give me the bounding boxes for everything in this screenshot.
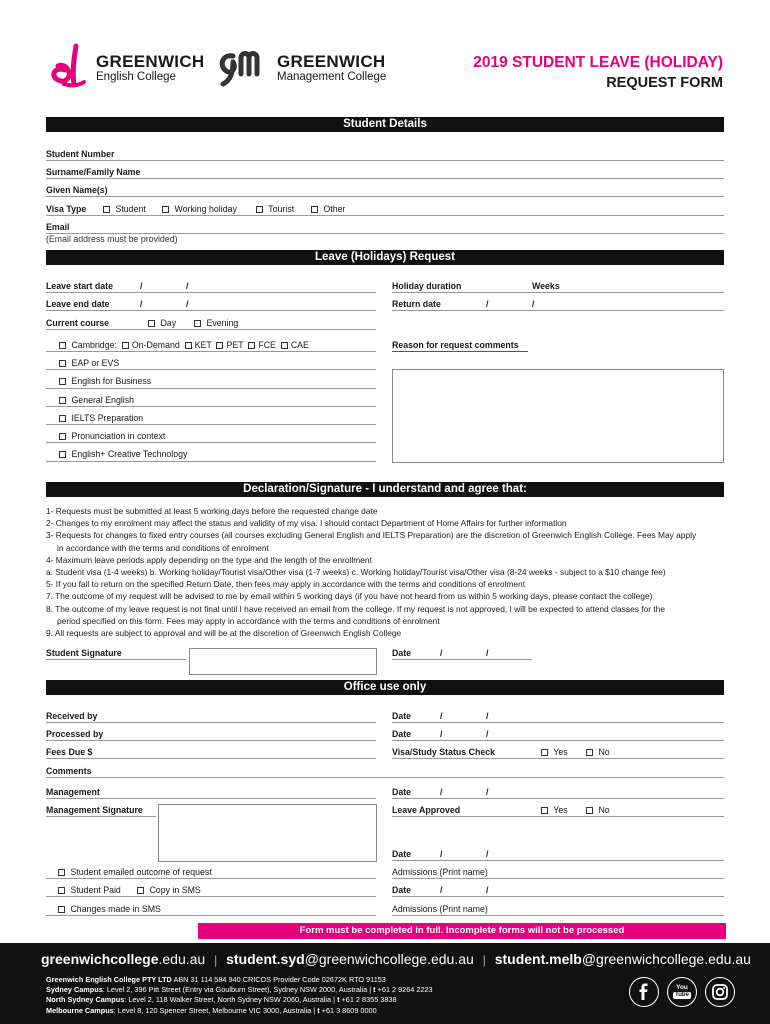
checkbox-icon [256, 206, 263, 213]
received-date-field[interactable] [392, 722, 724, 723]
declaration-item: in accordance with the terms and conditions of enrolment [57, 542, 269, 553]
student-emailed-label: Student emailed outcome of request [70, 867, 212, 877]
declaration-item: a. Student visa (1-4 weeks) b. Working holiday/Tourist visa/Other visa (1-7 weeks) c. Working holiday/Tourist visa/Other visa (8-24 weeks - subject to a $10 change fee) [46, 567, 666, 578]
visa-option-label: Student [115, 204, 146, 214]
course-pronunciation[interactable] [59, 431, 165, 441]
checkbox-icon [541, 749, 548, 756]
visa-type-label: Visa Type [46, 204, 87, 214]
pet-label: PET [226, 340, 244, 350]
checkbox-icon [137, 887, 144, 894]
date-slash: / [532, 299, 535, 309]
student-number-field[interactable] [46, 160, 724, 161]
checkbox-icon [59, 378, 66, 385]
checkbox-icon [541, 807, 548, 814]
student-details-heading: Student Details [46, 117, 724, 132]
weeks-label: Weeks [532, 281, 560, 291]
return-date-field[interactable] [392, 310, 724, 311]
visa-status-check-label: Visa/Study Status Check [392, 747, 495, 757]
date-slash: / [440, 885, 443, 895]
greenwich-management-college-logo-icon [215, 44, 273, 88]
leave-start-label: Leave start date [46, 281, 113, 291]
yes-label: Yes [553, 805, 568, 815]
current-course-line [46, 329, 376, 330]
visa-option-tourist[interactable] [256, 204, 294, 214]
office-divider [46, 915, 376, 916]
date-slash: / [486, 787, 489, 797]
form-title-line2: REQUEST FORM [606, 75, 723, 91]
course-divider [46, 388, 376, 389]
course-general[interactable] [59, 395, 134, 405]
office-date-label: Date [392, 849, 412, 859]
checkbox-icon [586, 807, 593, 814]
no-label: No [598, 747, 610, 757]
copy-sms-checkbox[interactable] [137, 885, 201, 895]
checkbox-icon [148, 320, 155, 327]
student-signature-label: Student Signature [46, 648, 122, 658]
leave-end-label: Leave end date [46, 299, 110, 309]
course-label: English for Business [71, 376, 152, 386]
website-link[interactable]: greenwichcollege.edu.au [41, 951, 206, 967]
facebook-icon[interactable] [629, 977, 659, 1007]
cae-label: CAE [290, 340, 309, 350]
checkbox-icon [586, 749, 593, 756]
admissions-date-field[interactable] [392, 896, 724, 897]
management-field[interactable] [46, 798, 376, 799]
visa-type-line [46, 215, 724, 216]
visa-check-yes[interactable] [541, 747, 568, 757]
visa-option-label: Working holiday [174, 204, 237, 214]
checkbox-icon [59, 342, 66, 349]
changes-sms-checkbox[interactable] [58, 904, 161, 914]
form-title-line1: 2019 STUDENT LEAVE (HOLIDAY) [473, 54, 723, 71]
instagram-icon[interactable] [705, 977, 735, 1007]
date-slash: / [440, 648, 443, 658]
youtube-tube: Tube [673, 992, 691, 999]
reason-textarea[interactable] [392, 369, 724, 463]
email-label: Email [46, 222, 70, 232]
youtube-you: You [676, 984, 688, 991]
course-label: EAP or EVS [71, 358, 120, 368]
date-slash: / [186, 299, 189, 309]
declaration-heading: Declaration/Signature - I understand and agree that: [46, 482, 724, 497]
course-label: English+ Creative Technology [71, 449, 188, 459]
leave-approved-yes[interactable] [541, 805, 568, 815]
checkbox-icon [311, 206, 318, 213]
office-date-label: Date [392, 787, 412, 797]
logo2-text [277, 52, 386, 83]
admissions-label: Admissions (Print name) [392, 867, 488, 877]
course-divider [46, 406, 376, 407]
date-slash: / [486, 885, 489, 895]
course-divider [46, 461, 376, 462]
declaration-item: period specified on this form. Fees may apply in accordance with the terms and conditions of enrolment [57, 615, 440, 626]
footer-links [41, 951, 751, 967]
declaration-item: 8. The outcome of my leave request is not final until I have received an email from the college. If my request is not approved, I will be expected to attend classes for the [46, 603, 665, 614]
admissions-field[interactable] [392, 878, 724, 879]
visa-check-no[interactable] [586, 747, 610, 757]
course-ielts[interactable] [59, 413, 143, 423]
checkbox-icon[interactable] [122, 342, 129, 349]
course-business[interactable] [59, 376, 151, 386]
office-date-label: Date [392, 885, 412, 895]
given-names-label: Given Name(s) [46, 185, 108, 195]
reason-underline [392, 351, 528, 352]
fce-label: FCE [258, 340, 276, 350]
ket-label: KET [194, 340, 212, 350]
changes-sms-label: Changes made in SMS [70, 904, 161, 914]
given-names-field[interactable] [46, 196, 724, 197]
leave-approved-no[interactable] [586, 805, 610, 815]
course-day-option[interactable] [148, 318, 176, 328]
office-divider [46, 878, 376, 879]
management-signature-field[interactable] [158, 804, 377, 862]
processed-date-field[interactable] [392, 740, 724, 741]
office-use-heading: Office use only [46, 680, 724, 695]
student-paid-checkbox[interactable] [58, 885, 121, 895]
checkbox-icon [58, 869, 65, 876]
checkbox-icon [59, 397, 66, 404]
logo1-sub: English College [96, 71, 176, 83]
date-slash: / [140, 281, 143, 291]
declaration-item: 7. The outcome of my request will be advised to me by email within 5 working days (if you have not heard from us within 5 working days, please contact the college) [46, 591, 653, 602]
course-evening-option[interactable] [194, 318, 238, 328]
received-by-field[interactable] [46, 722, 376, 723]
course-divider [46, 369, 376, 370]
student-signature-field[interactable] [189, 648, 377, 675]
date-slash: / [486, 711, 489, 721]
course-cambridge[interactable] [59, 340, 309, 350]
melbourne-campus-line: Melbourne Campus: Level 8, 120 Spencer Street, Melbourne VIC 3000, Australia | t +61 3 8609 0000 [46, 1005, 377, 1015]
logo2-sub: Management College [277, 71, 387, 83]
checkbox-icon[interactable] [281, 342, 288, 349]
checkbox-icon [58, 906, 65, 913]
greenwich-english-college-logo-icon [44, 42, 96, 90]
date-slash: / [486, 648, 489, 658]
declaration-date-label: Date [392, 648, 412, 658]
holiday-duration-field[interactable] [392, 292, 724, 293]
fees-due-label: Fees Due $ [46, 747, 93, 757]
no-label: No [598, 805, 610, 815]
received-by-label: Received by [46, 711, 98, 721]
date-slash: / [440, 849, 443, 859]
date-slash: / [486, 299, 489, 309]
return-date-label: Return date [392, 299, 441, 309]
on-demand-label: On-Demand [131, 340, 180, 350]
logo2-name: GREENWICH [277, 52, 386, 71]
student-number-label: Student Number [46, 149, 115, 159]
date-slash: / [440, 729, 443, 739]
footer [0, 943, 770, 1024]
course-divider [46, 442, 376, 443]
form-title-block [473, 54, 723, 91]
approval-date-field[interactable] [392, 860, 724, 861]
date-slash: / [486, 849, 489, 859]
checkbox-icon [58, 887, 65, 894]
surname-label: Surname/Family Name [46, 167, 141, 177]
checkbox-icon [59, 360, 66, 367]
current-course-label: Current course [46, 318, 110, 328]
course-divider [46, 424, 376, 425]
holiday-duration-label: Holiday duration [392, 281, 462, 291]
admissions-field[interactable] [392, 915, 724, 916]
declaration-item: 3- Requests for changes to fixed entry courses (all courses excluding General English and IELTS Preparation) are the discretion of Greenwich English College. Fees May apply [46, 530, 697, 541]
student-signature-underline [46, 659, 186, 660]
date-slash: / [140, 299, 143, 309]
checkbox-icon [194, 320, 201, 327]
checkbox-icon [59, 451, 66, 458]
reason-label: Reason for request comments [392, 340, 519, 350]
sydney-campus-line: Sydney Campus: Level 2, 396 Pitt Street (Entry via Goulburn Street), Sydney NSW 2000, Australia | t +61 2 9264 2223 [46, 985, 433, 995]
visa-option-other[interactable] [311, 204, 345, 214]
checkbox-icon [103, 206, 110, 213]
processed-by-label: Processed by [46, 729, 104, 739]
checkbox-icon[interactable] [216, 342, 223, 349]
comments-label: Comments [46, 766, 92, 776]
student-paid-label: Student Paid [70, 885, 121, 895]
management-date-field[interactable] [392, 798, 724, 799]
admissions-label: Admissions (Print name) [392, 904, 488, 914]
copy-sms-label: Copy in SMS [149, 885, 201, 895]
footer-info [46, 975, 433, 1016]
course-eap[interactable] [59, 358, 119, 368]
visa-option-label: Tourist [268, 204, 295, 214]
leave-approved-line [392, 816, 724, 817]
company-line: Greenwich English College PTY LTD ABN 31 114 584 940 CRICOS Provider Code 02672K RTO 91153 [46, 975, 386, 984]
office-date-label: Date [392, 729, 412, 739]
visa-option-student[interactable] [103, 204, 146, 214]
declaration-item: 1- Requests must be submitted at least 5 working days before the requested change date [46, 506, 378, 516]
management-label: Management [46, 787, 100, 797]
date-slash: / [440, 787, 443, 797]
checkbox-icon [162, 206, 169, 213]
logo1-name: GREENWICH [96, 52, 205, 71]
declaration-item: 5- If you fail to return on the specified Return Date, then fees may apply in accordance with the terms and conditions of enrolment [46, 579, 526, 590]
checkbox-icon[interactable] [185, 342, 192, 349]
email-field[interactable] [46, 233, 724, 234]
leave-end-field[interactable] [46, 310, 376, 311]
logo1-text [96, 52, 204, 83]
course-label: Pronunciation in context [71, 431, 166, 441]
separator: | [214, 953, 218, 967]
leave-approved-label: Leave Approved [392, 805, 461, 815]
declaration-item: 2- Changes to my enrolment may affect the status and validity of my visa. I should contact Department of Home Affairs for further information [46, 518, 567, 529]
visa-check-line [392, 758, 724, 759]
processed-by-field[interactable] [46, 740, 376, 741]
course-creative[interactable] [59, 449, 187, 459]
management-signature-underline [46, 816, 156, 817]
leave-request-heading: Leave (Holidays) Request [46, 250, 724, 265]
yes-label: Yes [553, 747, 568, 757]
office-divider [46, 896, 376, 897]
checkbox-icon[interactable] [248, 342, 255, 349]
evening-label: Evening [206, 318, 239, 328]
declaration-list [46, 505, 726, 639]
course-label: IELTS Preparation [71, 413, 144, 423]
course-label: General English [71, 395, 135, 405]
student-emailed-checkbox[interactable] [58, 867, 212, 877]
north-sydney-campus-line: North Sydney Campus: Level 2, 118 Walker Street, North Sydney NSW 2060, Australia | t +61 2 8355 3838 [46, 995, 397, 1005]
date-slash: / [186, 281, 189, 291]
fees-due-field[interactable] [46, 758, 376, 759]
checkbox-icon [59, 415, 66, 422]
checkbox-icon [59, 433, 66, 440]
melbourne-email-link[interactable]: student.melb@greenwichcollege.edu.au [494, 951, 751, 967]
separator: | [482, 953, 486, 967]
date-slash: / [440, 711, 443, 721]
declaration-item: 4- Maximum leave periods apply depending on the type and the length of the enrollment [46, 554, 372, 565]
declaration-item: 9. All requests are subject to approval and will be at the discretion of Greenwich English College [46, 628, 402, 639]
office-date-label: Date [392, 711, 412, 721]
date-slash: / [486, 729, 489, 739]
visa-option-label: Other [323, 204, 346, 214]
day-label: Day [160, 318, 177, 328]
sydney-email-link[interactable]: student.syd@greenwichcollege.edu.au [226, 951, 474, 967]
leave-start-field[interactable] [46, 292, 376, 293]
incomplete-forms-notice: Form must be completed in full. Incomplete forms will not be processed [198, 923, 726, 939]
surname-field[interactable] [46, 178, 724, 179]
youtube-icon[interactable] [667, 977, 697, 1007]
comments-field[interactable] [46, 777, 724, 778]
course-divider [46, 351, 376, 352]
management-signature-label: Management Signature [46, 805, 143, 815]
declaration-date-field[interactable] [392, 659, 532, 660]
email-note: (Email address must be provided) [46, 234, 178, 244]
visa-option-working-holiday[interactable] [162, 204, 237, 214]
cambridge-label: Cambridge: [71, 340, 117, 350]
